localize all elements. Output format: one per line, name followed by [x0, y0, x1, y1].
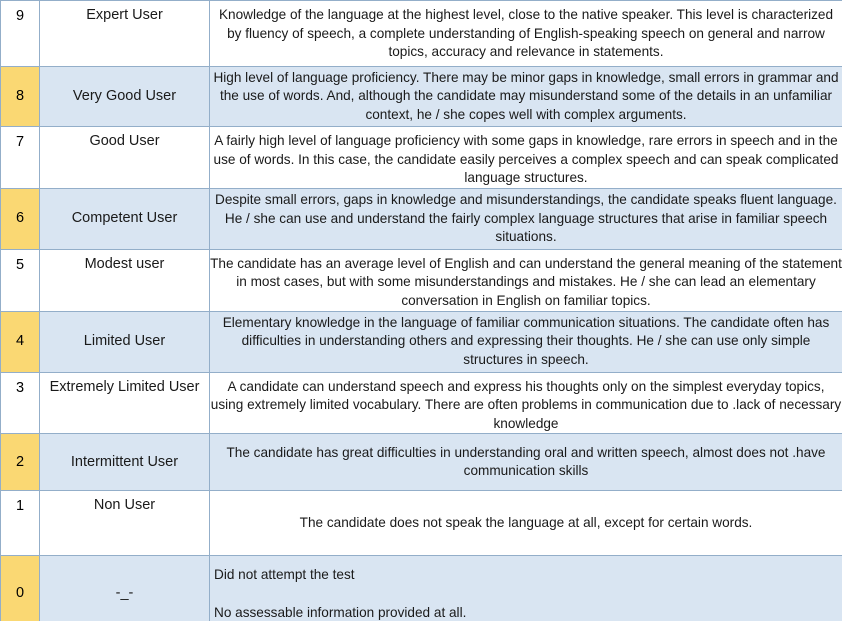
- table-row: [1, 1, 842, 67]
- band-level-label-cell: Good User: [40, 127, 210, 189]
- band-level-label-cell: -_-: [40, 556, 210, 621]
- band-level-label-cell: Limited User: [40, 311, 210, 372]
- band-description-cell: Elementary knowledge in the language of familiar communication situations. The candidate often has difficulties in understanding others and expressing their thoughts. He / she can use only simple structures in speech.: [210, 311, 842, 372]
- band-level-label-cell: Very Good User: [40, 67, 210, 127]
- table-body: [1, 1, 842, 621]
- table-row: [1, 311, 842, 372]
- band-description-cell: Knowledge of the language at the highest level, close to the native speaker. This level is characterized by fluency of speech, a complete understanding of English-speaking speech on general and narrow topics, accuracy and relevance in statements.: [210, 1, 842, 67]
- table-row: [1, 556, 842, 621]
- table-row: [1, 491, 842, 556]
- band-level-label-cell: Intermittent User: [40, 434, 210, 491]
- band-score-cell: 6: [1, 188, 40, 249]
- table-row: [1, 127, 842, 189]
- band-description-cell: A fairly high level of language proficiency with some gaps in knowledge, rare errors in speech and in the use of words. In this case, the candidate easily perceives a complex speech and can speak complicated language structures.: [210, 127, 842, 189]
- band-score-cell: 3: [1, 372, 40, 434]
- band-score-cell: 8: [1, 67, 40, 127]
- band-score-cell: 2: [1, 434, 40, 491]
- band-score-cell: 5: [1, 249, 40, 311]
- band-score-cell: 0: [1, 556, 40, 621]
- band-description-cell: A candidate can understand speech and express his thoughts only on the simplest everyday topics, using extremely limited vocabulary. There are often problems in communication due to .lack of necessary knowledge: [210, 372, 842, 434]
- band-description-cell: High level of language proficiency. There may be minor gaps in knowledge, small errors in grammar and the use of words. And, although the candidate may misunderstand some of the details in an unfamiliar context, he / she copes well with complex arguments.: [210, 67, 842, 127]
- band-score-cell: 4: [1, 311, 40, 372]
- table-row: [1, 434, 842, 491]
- band-level-label-cell: Modest user: [40, 249, 210, 311]
- band-level-label-cell: Competent User: [40, 188, 210, 249]
- table-row: [1, 372, 842, 434]
- band-level-label-cell: Expert User: [40, 1, 210, 67]
- band-score-cell: 9: [1, 1, 40, 67]
- band-description-line: Did not attempt the test: [214, 567, 355, 583]
- band-description-cell: The candidate has an average level of English and can understand the general meaning of the statement in most cases, but with some misunderstandings and mistakes. He / she can lead an elementary conversation in English on familiar topics.: [210, 249, 842, 311]
- band-score-cell: 1: [1, 491, 40, 556]
- band-description-cell: The candidate does not speak the language at all, except for certain words.: [210, 491, 842, 556]
- table-row: [1, 249, 842, 311]
- table-row: [1, 67, 842, 127]
- band-description-line: No assessable information provided at all.: [214, 605, 467, 621]
- band-level-label-cell: Non User: [40, 491, 210, 556]
- table-row: [1, 188, 842, 249]
- band-description-cell: The candidate has great difficulties in understanding oral and written speech, almost does not .have communication skills: [210, 434, 842, 491]
- band-level-label-cell: Extremely Limited User: [40, 372, 210, 434]
- band-description-cell: Despite small errors, gaps in knowledge and misunderstandings, the candidate speaks fluent language. He / she can use and understand the fairly complex language structures that arise in familiar speech situations.: [210, 188, 842, 249]
- band-score-cell: 7: [1, 127, 40, 189]
- band-description-cell: [210, 556, 842, 621]
